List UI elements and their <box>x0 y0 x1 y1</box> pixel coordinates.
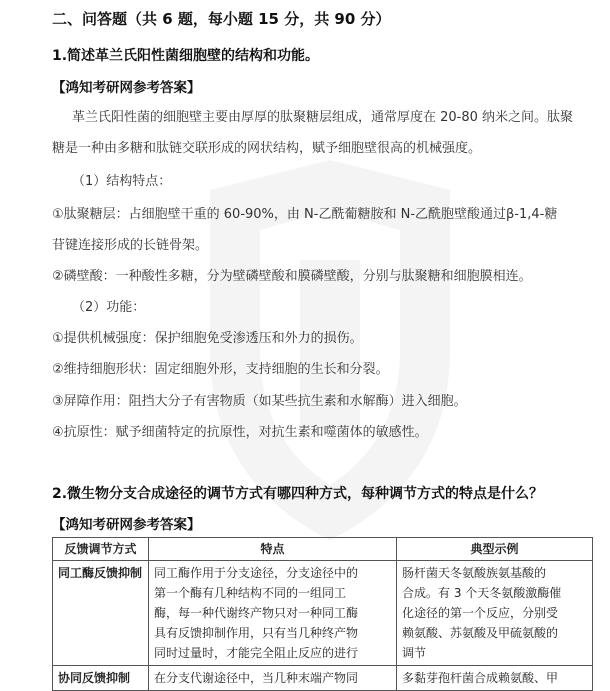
question-1-answer-label: 【鸿知考研网参考答案】 <box>52 80 201 96</box>
answer-line: ②维持细胞形状：固定细胞外形，支持细胞的生长和分裂。 <box>52 362 389 377</box>
row-example-cell <box>397 666 593 691</box>
answer-line: ①提供机械强度：保护细胞免受渗透压和外力的损伤。 <box>52 331 363 346</box>
section-title: 二、问答题（共 6 题，每小题 15 分，共 90 分） <box>52 10 391 28</box>
answer-line: 糖是一种由多糖和肽链交联形成的网状结构，赋予细胞壁很高的机械强度。 <box>52 141 482 156</box>
structure-heading: （1）结构特点： <box>72 174 172 189</box>
answer-line: ③屏障作用：阻挡大分子有害物质（如某些抗生素和水解酶）进入细胞。 <box>52 394 467 409</box>
cell-line: 肠杆菌天冬氨酸族氨基酸的 <box>402 566 547 580</box>
cell-line: 酶，每一种代谢终产物只对一种同工酶 <box>154 606 359 620</box>
table-header-cell: 特点 <box>149 538 397 561</box>
row-method-name: 协同反馈抑制 <box>53 666 149 691</box>
cell-line: 同时过量时，才能完全阻止反应的进行 <box>154 646 359 660</box>
cell-line: 化途径的第一个反应，分别受 <box>402 606 559 620</box>
table-header-cell: 典型示例 <box>397 538 593 561</box>
cell-line: 同工酶作用于分支途径，分支途径中的 <box>154 566 359 580</box>
cell-line: 赖氨酸、苏氨酸及甲硫氨酸的 <box>402 626 559 640</box>
cell-line: 调节 <box>402 646 427 660</box>
question-2-answer-label: 【鸿知考研网参考答案】 <box>52 517 201 533</box>
cell-line: 多黏芽孢杆菌合成赖氨酸、甲 <box>402 671 559 685</box>
answer-line: 革兰氏阳性菌的细胞壁主要由厚厚的肽聚糖层组成，通常厚度在 20-80 纳米之间。肽聚 <box>72 110 574 125</box>
question-2-title: 2.微生物分支合成途径的调节方式有哪四种方式，每种调节方式的特点是什么？ <box>52 486 544 502</box>
function-heading: （2）功能： <box>72 300 146 315</box>
table-header-row <box>53 538 593 561</box>
answer-line: 苷键连接形成的长链骨架。 <box>52 238 209 253</box>
cell-line: 在分支代谢途径中，当几种末端产物同 <box>154 671 359 685</box>
answer-line: ②磷壁酸：一种酸性多糖，分为壁磷壁酸和膜磷壁酸，分别与肽聚糖和细胞膜相连。 <box>52 269 532 284</box>
table-header-cell: 反馈调节方式 <box>53 538 149 561</box>
row-feature-cell <box>149 561 397 666</box>
cell-line: 合成。有 3 个天冬氨酸激酶催 <box>402 586 562 600</box>
answer-line: ①肽聚糖层：占细胞壁干重的 60-90%，由 N-乙酰葡糖胺和 N-乙酰胞壁酸通过β-1,4-糖 <box>52 207 558 222</box>
answer-line: ④抗原性：赋予细菌特定的抗原性，对抗生素和噬菌体的敏感性。 <box>52 425 428 440</box>
row-feature-cell <box>149 666 397 691</box>
table-row <box>53 561 593 666</box>
cell-line: 第一个酶有几种结构不同的一组同工 <box>154 586 347 600</box>
table-row <box>53 666 593 691</box>
feedback-regulation-table <box>52 537 593 691</box>
cell-line: 具有反馈抑制作用，只有当几种终产物 <box>154 626 359 640</box>
row-example-cell <box>397 561 593 666</box>
row-method-name: 同工酶反馈抑制 <box>53 561 149 666</box>
question-1-title: 1.简述革兰氏阳性菌细胞壁的结构和功能。 <box>52 48 320 64</box>
